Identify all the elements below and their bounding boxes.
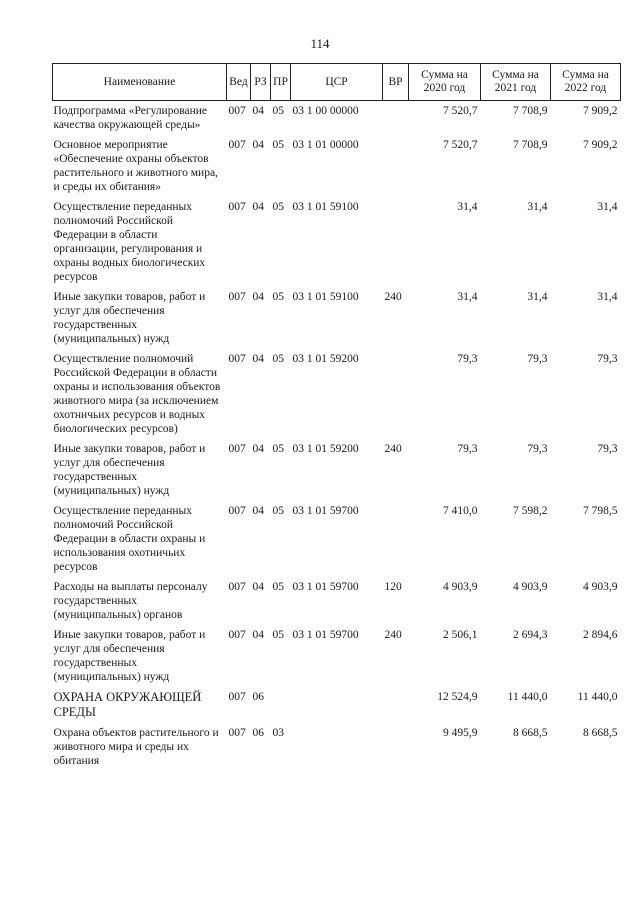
table-header <box>53 64 621 101</box>
cell-sum-2020: 9 495,9 <box>443 727 478 739</box>
header-vr: ВР <box>383 64 409 101</box>
cell-sum-2021: 31,4 <box>527 201 548 213</box>
cell-csr: 03 1 01 00000 <box>292 139 359 151</box>
cell-name: Осуществление переданных полномочий Российской Федерации в области организации, регулирования и охраны водных биологических ресурсов <box>53 201 206 283</box>
cell-sum-2020: 7 410,0 <box>443 505 478 517</box>
table-row <box>53 200 621 290</box>
budget-table <box>52 63 621 774</box>
cell-name: Иные закупки товаров, работ и услуг для обеспечения государственных (муниципальных) нужд <box>53 291 206 345</box>
cell-vr: 120 <box>384 581 402 593</box>
cell-sum-2021: 11 440,0 <box>507 691 548 703</box>
cell-rz: 04 <box>252 505 264 517</box>
cell-sum-2020: 4 903,9 <box>443 581 478 593</box>
cell-ved: 007 <box>228 581 246 593</box>
cell-pr <box>271 690 291 726</box>
table-row <box>53 690 621 726</box>
cell-rz: 04 <box>252 353 264 365</box>
cell-csr: 03 1 01 59200 <box>292 353 359 365</box>
cell-ved: 007 <box>228 353 246 365</box>
cell-name: Подпрограмма «Регулирование качества окружающей среды» <box>53 105 208 131</box>
cell-ved: 007 <box>228 629 246 641</box>
table-row <box>53 726 621 774</box>
cell-sum-2022: 11 440,0 <box>577 691 618 703</box>
cell-sum-2020: 12 524,9 <box>437 691 478 703</box>
table-row <box>53 580 621 628</box>
cell-csr: 03 1 00 00000 <box>292 105 359 117</box>
cell-rz: 06 <box>252 691 264 703</box>
cell-pr: 05 <box>272 629 284 641</box>
cell-sum-2020: 7 520,7 <box>443 105 478 117</box>
cell-vr: 240 <box>384 291 402 303</box>
cell-pr: 05 <box>272 105 284 117</box>
table-body <box>53 101 621 775</box>
cell-vr <box>383 504 409 580</box>
cell-sum-2021: 7 708,9 <box>513 105 548 117</box>
table-row <box>53 628 621 690</box>
cell-sum-2021: 2 694,3 <box>513 629 548 641</box>
cell-csr: 03 1 01 59100 <box>292 291 359 303</box>
cell-sum-2021: 31,4 <box>527 291 548 303</box>
cell-sum-2020: 2 506,1 <box>443 629 478 641</box>
table-row <box>53 504 621 580</box>
header-name: Наименование <box>53 64 227 101</box>
table-row <box>53 101 621 139</box>
header-csr: ЦСР <box>291 64 383 101</box>
cell-name: Осуществление переданных полномочий Российской Федерации в области охраны и использования охотничьих ресурсов <box>53 505 206 573</box>
cell-sum-2021: 4 903,9 <box>513 581 548 593</box>
cell-sum-2022: 7 909,2 <box>583 139 618 151</box>
cell-sum-2022: 8 668,5 <box>583 727 618 739</box>
header-rz: РЗ <box>251 64 271 101</box>
cell-csr: 03 1 01 59700 <box>292 581 359 593</box>
cell-name: Основное мероприятие «Обеспечение охраны объектов растительного и животного мира, и среды их обитания» <box>53 139 218 193</box>
cell-rz: 04 <box>252 291 264 303</box>
cell-csr <box>291 726 383 774</box>
cell-sum-2022: 31,4 <box>597 201 618 213</box>
header-pr: ПР <box>271 64 291 101</box>
cell-sum-2021: 7 708,9 <box>513 139 548 151</box>
table-row <box>53 352 621 442</box>
cell-name: ОХРАНА ОКРУЖАЮЩЕЙ СРЕДЫ <box>53 690 202 719</box>
cell-pr: 05 <box>272 291 284 303</box>
cell-vr <box>383 726 409 774</box>
cell-csr: 03 1 01 59700 <box>292 505 359 517</box>
cell-sum-2020: 7 520,7 <box>443 139 478 151</box>
table-row <box>53 138 621 200</box>
cell-rz: 04 <box>252 139 264 151</box>
cell-vr <box>383 200 409 290</box>
cell-rz: 06 <box>252 727 264 739</box>
cell-csr: 03 1 01 59200 <box>292 443 359 455</box>
cell-vr: 240 <box>384 629 402 641</box>
cell-sum-2022: 79,3 <box>597 353 618 365</box>
cell-name: Иные закупки товаров, работ и услуг для обеспечения государственных (муниципальных) нужд <box>53 629 206 683</box>
cell-sum-2020: 79,3 <box>457 443 478 455</box>
cell-pr: 05 <box>272 443 284 455</box>
cell-ved: 007 <box>228 727 246 739</box>
cell-sum-2022: 7 798,5 <box>583 505 618 517</box>
cell-pr: 05 <box>272 201 284 213</box>
header-ved: Вед <box>227 64 251 101</box>
cell-sum-2020: 31,4 <box>457 201 478 213</box>
cell-vr <box>383 352 409 442</box>
cell-ved: 007 <box>228 105 246 117</box>
cell-name: Охрана объектов растительного и животного мира и среды их обитания <box>53 727 219 767</box>
cell-rz: 04 <box>252 443 264 455</box>
cell-pr: 05 <box>272 505 284 517</box>
cell-sum-2022: 4 903,9 <box>583 581 618 593</box>
cell-sum-2021: 79,3 <box>527 443 548 455</box>
cell-ved: 007 <box>228 201 246 213</box>
cell-name: Расходы на выплаты персоналу государственных (муниципальных) органов <box>53 581 208 621</box>
cell-rz: 04 <box>252 581 264 593</box>
cell-ved: 007 <box>228 291 246 303</box>
header-sum-2022: Сумма на 2022 год <box>551 64 621 101</box>
cell-vr <box>383 690 409 726</box>
cell-csr: 03 1 01 59700 <box>292 629 359 641</box>
cell-sum-2021: 8 668,5 <box>513 727 548 739</box>
cell-sum-2022: 7 909,2 <box>583 105 618 117</box>
cell-ved: 007 <box>228 691 246 703</box>
cell-csr <box>291 690 383 726</box>
page-number: 114 <box>310 36 330 51</box>
cell-ved: 007 <box>228 505 246 517</box>
cell-vr: 240 <box>384 443 402 455</box>
cell-sum-2021: 7 598,2 <box>513 505 548 517</box>
cell-rz: 04 <box>252 201 264 213</box>
cell-name: Иные закупки товаров, работ и услуг для обеспечения государственных (муниципальных) нужд <box>53 443 206 497</box>
cell-pr: 05 <box>272 139 284 151</box>
cell-vr <box>383 101 409 139</box>
cell-rz: 04 <box>252 629 264 641</box>
cell-sum-2022: 2 894,6 <box>583 629 618 641</box>
cell-name: Осуществление полномочий Российской Федерации в области охраны и использования объектов животного мира (за исключением охотничьих ресурсов и водных биологических ресурсов) <box>53 353 221 435</box>
cell-sum-2022: 79,3 <box>597 443 618 455</box>
header-sum-2020: Сумма на 2020 год <box>409 64 481 101</box>
cell-pr: 05 <box>272 581 284 593</box>
cell-ved: 007 <box>228 139 246 151</box>
table-row <box>53 442 621 504</box>
cell-vr <box>383 138 409 200</box>
cell-rz: 04 <box>252 105 264 117</box>
table-row <box>53 290 621 352</box>
cell-sum-2022: 31,4 <box>597 291 618 303</box>
header-sum-2021: Сумма на 2021 год <box>481 64 551 101</box>
cell-sum-2021: 79,3 <box>527 353 548 365</box>
cell-pr: 03 <box>272 727 284 739</box>
cell-ved: 007 <box>228 443 246 455</box>
cell-csr: 03 1 01 59100 <box>292 201 359 213</box>
cell-sum-2020: 31,4 <box>457 291 478 303</box>
cell-pr: 05 <box>272 353 284 365</box>
cell-sum-2020: 79,3 <box>457 353 478 365</box>
